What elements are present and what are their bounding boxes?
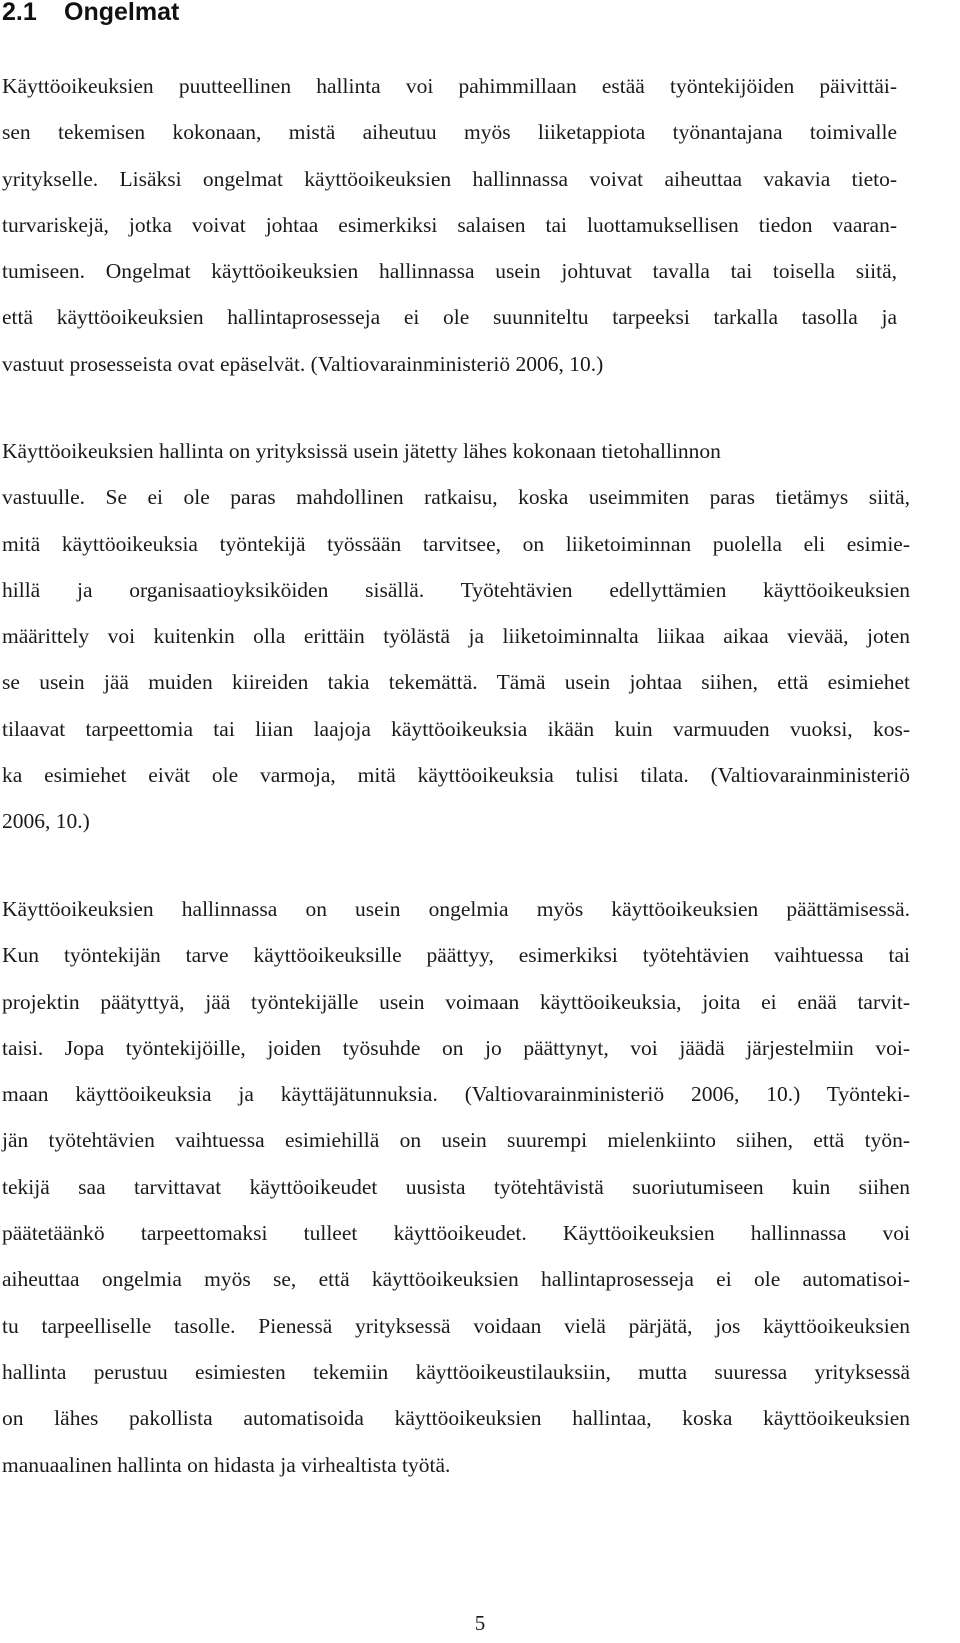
text-line: Käyttöoikeuksien hallinta on yrityksissä usein jätetty lähes kokonaan tietohallinnon: [2, 439, 721, 463]
text-line: se usein jää muiden kiireiden takia tekemättä. Tämä usein johtaa siihen, että esimiehet: [2, 670, 910, 695]
page-number: 5: [474, 1611, 486, 1635]
text-line: projektin päätyttyä, jää työntekijälle usein voimaan käyttöoikeuksia, joita ei enää tarvit-: [2, 989, 910, 1014]
text-line: manuaalinen hallinta on hidasta ja virhealtista työtä.: [2, 1452, 451, 1477]
text-line: tumiseen. Ongelmat käyttöoikeuksien hallinnassa usein johtuvat tavalla tai toisella siitä,: [2, 259, 897, 284]
paragraph-2: [2, 428, 910, 845]
text-line: maan käyttöoikeuksia ja käyttäjätunnuksia. (Valtiovarainministeriö 2006, 10.) Työnteki-: [2, 1082, 910, 1107]
text-line: että käyttöoikeuksien hallintaprosesseja ei ole suunniteltu tarpeeksi tarkalla tasolla ja: [2, 305, 897, 330]
text-line: Kun työntekijän tarve käyttöoikeuksille päättyy, esimerkiksi työtehtävien vaihtuessa tai: [2, 943, 910, 968]
section-title: Ongelmat: [64, 0, 180, 26]
text-line: Käyttöoikeuksien hallinnassa on usein ongelmia myös käyttöoikeuksien päättämisessä.: [2, 897, 910, 921]
text-line: hallinta perustuu esimiesten tekemiin käyttöoikeustilauksiin, mutta suuressa yrityksessä: [2, 1359, 910, 1384]
text-line: taisi. Jopa työntekijöille, joiden työsuhde on jo päättynyt, voi jäädä järjestelmiin voi-: [2, 1035, 910, 1060]
text-line: sen tekemisen kokonaan, mistä aiheutuu myös liiketappiota työnantajana toimivalle: [2, 120, 897, 145]
text-line: mitä käyttöoikeuksia työntekijä työssään tarvitsee, on liiketoiminnan puolella eli esimie-: [2, 531, 910, 556]
text-line: turvariskejä, jotka voivat johtaa esimerkiksi salaisen tai luottamuksellisen tiedon vaaran-: [2, 212, 897, 237]
text-line: vastuulle. Se ei ole paras mahdollinen ratkaisu, koska useimmiten paras tietämys siitä,: [2, 485, 910, 510]
text-line: 2006, 10.): [2, 809, 90, 834]
text-line: tu tarpeelliselle tasolle. Pienessä yrityksessä voidaan vielä pärjätä, jos käyttöoikeuksien: [2, 1313, 910, 1338]
text-line: päätetäänkö tarpeettomaksi tulleet käyttöoikeudet. Käyttöoikeuksien hallinnassa voi: [2, 1221, 910, 1246]
text-line: ka esimiehet eivät ole varmoja, mitä käyttöoikeuksia tulisi tilata. (Valtiovarainministeriö: [2, 763, 910, 788]
paragraph-1: [2, 63, 897, 387]
text-line: yritykselle. Lisäksi ongelmat käyttöoikeuksien hallinnassa voivat aiheuttaa vakavia tieto-: [2, 166, 897, 191]
text-line: Käyttöoikeuksien puutteellinen hallinta voi pahimmillaan estää työntekijöiden päivittäi-: [2, 74, 897, 98]
section-heading: [2, 0, 179, 28]
section-number: 2.1: [2, 0, 37, 26]
text-line: on lähes pakollista automatisoida käyttöoikeuksien hallintaa, koska käyttöoikeuksien: [2, 1406, 910, 1431]
paragraph-3: [2, 886, 910, 1488]
text-line: vastuut prosesseista ovat epäselvät. (Valtiovarainministeriö 2006, 10.): [2, 351, 604, 376]
text-line: aiheuttaa ongelmia myös se, että käyttöoikeuksien hallintaprosesseja ei ole automatisoi-: [2, 1267, 910, 1292]
text-line: tilaavat tarpeettomia tai liian laajoja käyttöoikeuksia ikään kuin varmuuden vuoksi, kos-: [2, 716, 910, 741]
text-line: jän työtehtävien vaihtuessa esimiehillä on usein suurempi mielenkiinto siihen, että työn-: [2, 1128, 910, 1153]
text-line: hillä ja organisaatioyksiköiden sisällä. Työtehtävien edellyttämien käyttöoikeuksien: [2, 577, 910, 602]
text-line: tekijä saa tarvittavat käyttöoikeudet uusista työtehtävistä suoriutumiseen kuin siihen: [2, 1174, 910, 1199]
text-line: määrittely voi kuitenkin olla erittäin työlästä ja liiketoiminnalta liikaa aikaa vievää, joten: [2, 624, 910, 649]
